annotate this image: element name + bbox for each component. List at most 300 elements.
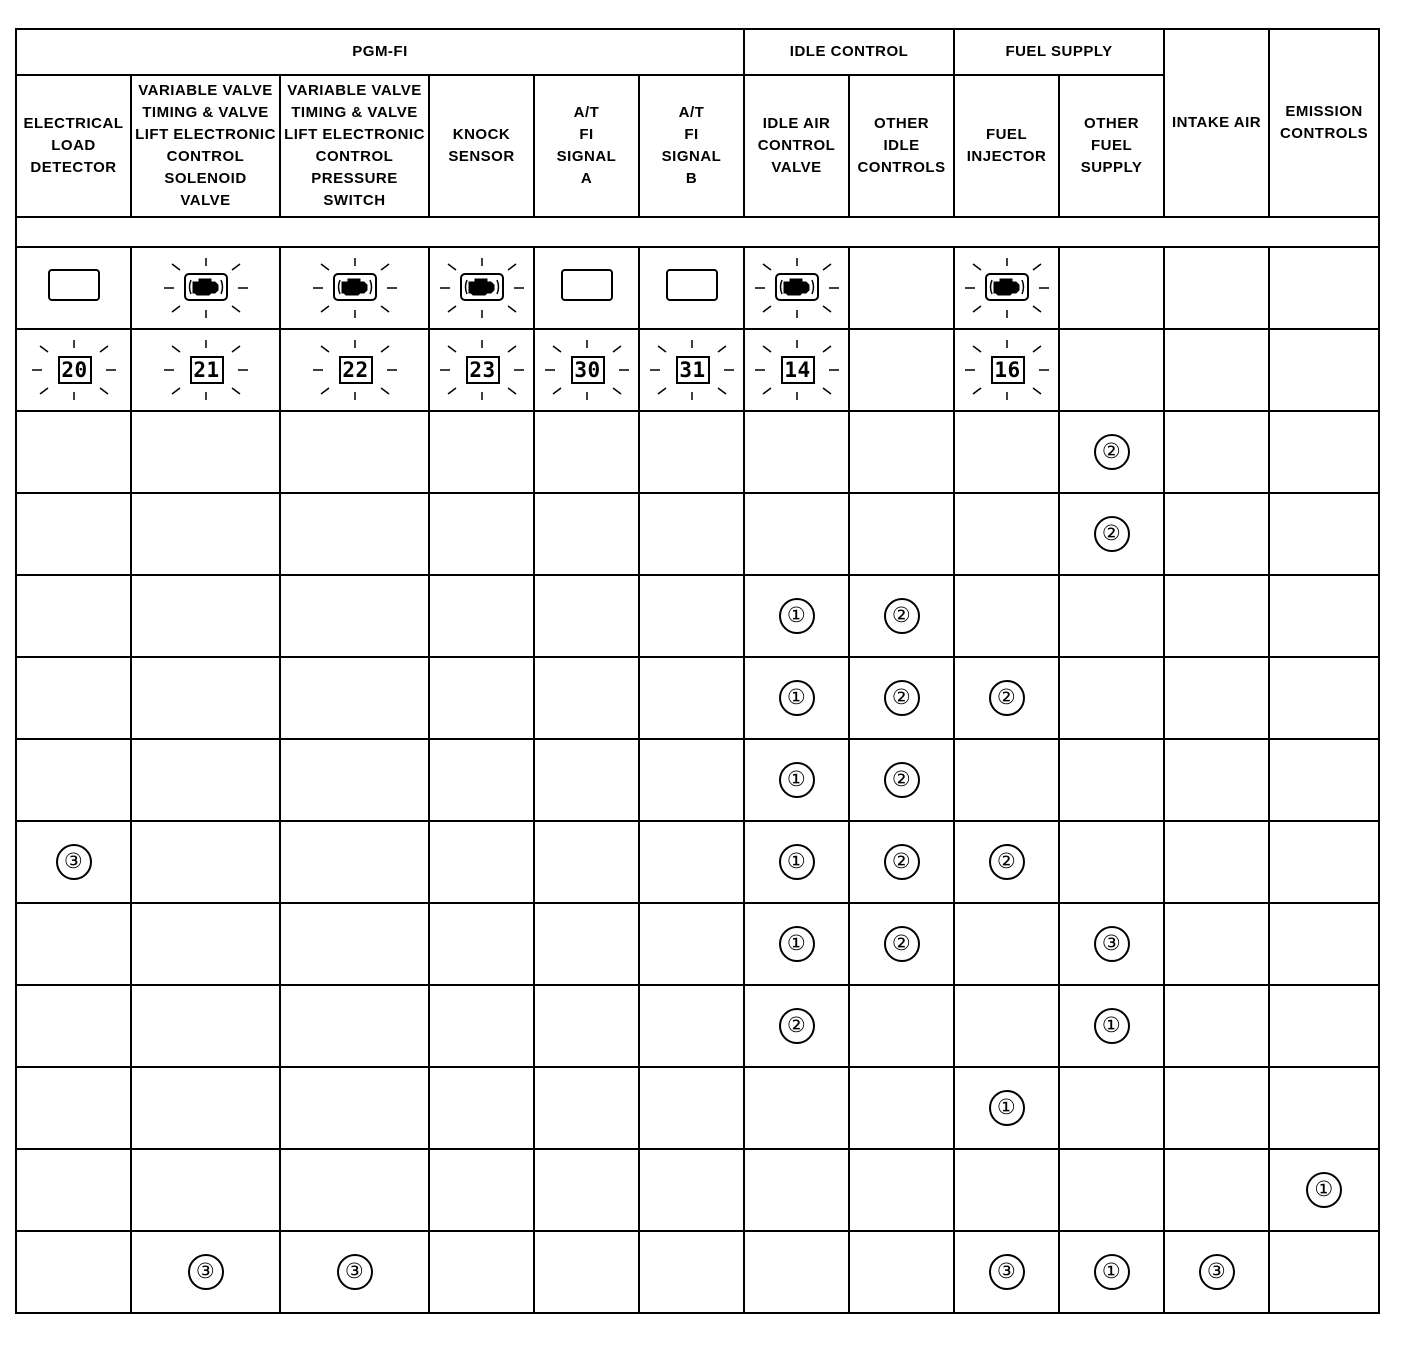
blink-ray: [381, 306, 389, 312]
table-cell: [1164, 821, 1269, 903]
blink-ray: [232, 388, 240, 394]
table-cell: [954, 1067, 1059, 1149]
table-cell: [429, 1067, 534, 1149]
table-cell: [131, 411, 280, 493]
table-cell: [849, 739, 954, 821]
blink-ray: [973, 264, 981, 270]
blinking-code-icon: [31, 338, 117, 402]
table-cell: [639, 1067, 744, 1149]
table-cell: [1269, 739, 1379, 821]
priority-marker: ③: [56, 844, 92, 880]
mil-off-icon: [561, 269, 613, 301]
mil-blinking-icon: [754, 256, 840, 320]
code-cell: [131, 329, 280, 411]
table-cell: [744, 575, 849, 657]
mil-blinking-icon: [312, 256, 398, 320]
priority-marker: ②: [989, 680, 1025, 716]
table-cell: [639, 411, 744, 493]
table-cell: [16, 985, 131, 1067]
priority-marker: ①: [1094, 1254, 1130, 1290]
mil-cell: [534, 247, 639, 329]
table-cell: [849, 657, 954, 739]
group-header-fuel-supply: FUEL SUPPLY: [954, 29, 1164, 75]
mil-cell: [429, 247, 534, 329]
column-header-at-fi-signal-b: [639, 75, 744, 217]
mil-cell: [1164, 247, 1269, 329]
table-cell: [744, 411, 849, 493]
mil-cell: [744, 247, 849, 329]
blink-ray: [448, 346, 456, 352]
mil-cell: [849, 247, 954, 329]
mil-blinking-icon: [439, 256, 525, 320]
blinking-code-icon: [544, 338, 630, 402]
priority-marker: ①: [779, 680, 815, 716]
table-cell: [744, 1067, 849, 1149]
table-cell: [429, 903, 534, 985]
code-cell: [280, 329, 429, 411]
table-cell: [954, 739, 1059, 821]
blink-ray: [718, 346, 726, 352]
table-row: [16, 493, 1379, 575]
table-cell: [1059, 493, 1164, 575]
blink-ray: [232, 346, 240, 352]
mil-cell: [131, 247, 280, 329]
mil-cell: [280, 247, 429, 329]
table-cell: [1269, 411, 1379, 493]
table-row: [16, 985, 1379, 1067]
blinking-code-icon: [649, 338, 735, 402]
column-header-at-fi-signal-a: [534, 75, 639, 217]
table-cell: [954, 903, 1059, 985]
table-cell: [131, 657, 280, 739]
table-cell: [1164, 1067, 1269, 1149]
table-cell: [639, 1231, 744, 1313]
blink-ray: [100, 346, 108, 352]
table-cell: [1164, 739, 1269, 821]
table-cell: [131, 1067, 280, 1149]
blink-ray: [658, 388, 666, 394]
priority-marker: ①: [779, 762, 815, 798]
engine-icon: [469, 279, 494, 295]
table-cell: [1269, 985, 1379, 1067]
blink-ray: [508, 306, 516, 312]
table-cell: [1269, 493, 1379, 575]
group-header-idle-control: IDLE CONTROL: [744, 29, 954, 75]
blink-ray: [1033, 264, 1041, 270]
blink-ray: [172, 264, 180, 270]
blink-ray: [381, 388, 389, 394]
engine-icon: [193, 279, 218, 295]
column-header-knock-sensor: [429, 75, 534, 217]
table-cell: [954, 411, 1059, 493]
blink-ray: [973, 306, 981, 312]
table-cell: [1059, 575, 1164, 657]
table-cell: [534, 575, 639, 657]
code-cell: [1269, 329, 1379, 411]
priority-marker: ①: [779, 844, 815, 880]
priority-marker: ③: [188, 1254, 224, 1290]
table-cell: [1164, 1149, 1269, 1231]
blink-ray: [448, 264, 456, 270]
table-cell: [639, 493, 744, 575]
blink-ray: [973, 388, 981, 394]
table-cell: [16, 739, 131, 821]
table-cell: [849, 985, 954, 1067]
table-cell: [16, 1231, 131, 1313]
table-cell: [954, 657, 1059, 739]
table-cell: [280, 821, 429, 903]
table-cell: [954, 1149, 1059, 1231]
table-cell: [639, 903, 744, 985]
table-cell: [744, 985, 849, 1067]
mil-blinking-icon: [163, 256, 249, 320]
table-cell: [849, 1067, 954, 1149]
priority-marker: ②: [884, 598, 920, 634]
table-cell: [280, 1231, 429, 1313]
mil-cell: [1059, 247, 1164, 329]
priority-marker: ②: [884, 844, 920, 880]
table-cell: [429, 985, 534, 1067]
table-cell: [429, 1149, 534, 1231]
table-cell: [280, 411, 429, 493]
table-cell: [954, 1231, 1059, 1313]
table-cell: [16, 1149, 131, 1231]
table-cell: [1164, 493, 1269, 575]
table-cell: [639, 657, 744, 739]
column-header-other-fuel-supply: [1059, 75, 1164, 217]
column-header-electrical-load-detector: [16, 75, 131, 217]
code-cell: [429, 329, 534, 411]
table-cell: [639, 739, 744, 821]
dtc-code: 14: [781, 356, 815, 384]
column-header-vtec-pressure-switch: [280, 75, 429, 217]
table-cell: [849, 493, 954, 575]
table-cell: [744, 821, 849, 903]
dtc-code: 20: [58, 356, 92, 384]
table-cell: [534, 1231, 639, 1313]
table-cell: [1059, 411, 1164, 493]
priority-marker: ②: [884, 762, 920, 798]
table-cell: [1164, 985, 1269, 1067]
mil-cell: [639, 247, 744, 329]
table-cell: [534, 1067, 639, 1149]
table-cell: [16, 411, 131, 493]
table-cell: [280, 739, 429, 821]
table-cell: [534, 493, 639, 575]
blink-ray: [1033, 306, 1041, 312]
blinking-code-icon: [439, 338, 525, 402]
table-cell: [1269, 575, 1379, 657]
blink-ray: [613, 388, 621, 394]
priority-marker: ②: [884, 926, 920, 962]
blink-ray: [553, 346, 561, 352]
table-row: [16, 821, 1379, 903]
table-cell: [954, 493, 1059, 575]
table-cell: [16, 575, 131, 657]
engine-icon: [784, 279, 809, 295]
table-cell: [280, 985, 429, 1067]
column-label: KNOCK SENSOR: [448, 126, 515, 165]
blink-ray: [448, 306, 456, 312]
blinking-code-icon: [312, 338, 398, 402]
table-row: [16, 657, 1379, 739]
table-cell: [744, 1149, 849, 1231]
blink-ray: [40, 346, 48, 352]
blink-ray: [321, 306, 329, 312]
table-cell: [1269, 821, 1379, 903]
priority-marker: ②: [884, 680, 920, 716]
code-cell: [16, 329, 131, 411]
table-cell: [744, 903, 849, 985]
blink-ray: [448, 388, 456, 394]
table-cell: [1059, 985, 1164, 1067]
table-cell: [849, 1149, 954, 1231]
mil-indicator-row: [16, 247, 1379, 329]
table-cell: [1164, 575, 1269, 657]
blink-ray: [321, 346, 329, 352]
priority-marker: ③: [337, 1254, 373, 1290]
table-cell: [954, 985, 1059, 1067]
table-cell: [280, 1149, 429, 1231]
column-label: VARIABLE VALVE TIMING & VALVE LIFT ELECTRONIC CONTROL SOLENOID VALVE: [135, 82, 276, 209]
table-row: [16, 1149, 1379, 1231]
blink-ray: [172, 388, 180, 394]
blink-ray: [172, 346, 180, 352]
blink-ray: [763, 264, 771, 270]
table-cell: [744, 1231, 849, 1313]
mil-cell: [954, 247, 1059, 329]
code-cell: [954, 329, 1059, 411]
mil-cell: [16, 247, 131, 329]
dtc-code-row: [16, 329, 1379, 411]
table-cell: [744, 493, 849, 575]
mil-blinking-graphic: [964, 256, 1050, 320]
column-label: FUEL INJECTOR: [966, 126, 1047, 165]
table-cell: [280, 903, 429, 985]
table-cell: [534, 985, 639, 1067]
blink-ray: [763, 346, 771, 352]
table-cell: [131, 821, 280, 903]
table-cell: [429, 411, 534, 493]
table-cell: [16, 903, 131, 985]
priority-marker: ①: [1306, 1172, 1342, 1208]
table-cell: [280, 493, 429, 575]
table-cell: [280, 575, 429, 657]
table-cell: [1059, 1067, 1164, 1149]
dtc-code: 30: [571, 356, 605, 384]
table-cell: [1164, 657, 1269, 739]
spacer-cell: [16, 217, 1379, 247]
blink-ray: [508, 388, 516, 394]
engine-icon: [342, 279, 367, 295]
code-cell: [1164, 329, 1269, 411]
blink-ray: [1033, 388, 1041, 394]
column-label: A/T FI SIGNAL A: [556, 104, 617, 187]
table-cell: [1269, 1149, 1379, 1231]
blink-ray: [718, 388, 726, 394]
blink-ray: [763, 306, 771, 312]
table-cell: [534, 657, 639, 739]
table-cell: [534, 821, 639, 903]
table-cell: [131, 739, 280, 821]
column-label: EMISSION CONTROLS: [1279, 103, 1369, 142]
table-cell: [131, 903, 280, 985]
blink-ray: [381, 346, 389, 352]
table-cell: [16, 493, 131, 575]
priority-marker: ①: [779, 926, 815, 962]
table-cell: [849, 821, 954, 903]
table-row: [16, 1231, 1379, 1313]
mil-blinking-graphic: [439, 256, 525, 320]
table-cell: [849, 575, 954, 657]
table-cell: [429, 739, 534, 821]
table-cell: [534, 739, 639, 821]
priority-marker: ①: [779, 598, 815, 634]
table-cell: [639, 985, 744, 1067]
blink-ray: [823, 346, 831, 352]
column-header-fuel-injector: [954, 75, 1059, 217]
dtc-code: 22: [339, 356, 373, 384]
blink-ray: [1033, 346, 1041, 352]
table-cell: [131, 1231, 280, 1313]
column-header-vtec-solenoid-valve: [131, 75, 280, 217]
dtc-code: 31: [676, 356, 710, 384]
table-cell: [639, 1149, 744, 1231]
blinking-code-icon: [964, 338, 1050, 402]
table-cell: [1164, 411, 1269, 493]
troubleshooting-table: [15, 28, 1380, 1314]
code-cell: [534, 329, 639, 411]
table-cell: [1269, 903, 1379, 985]
column-header-idle-air-control-valve: [744, 75, 849, 217]
table-cell: [429, 1231, 534, 1313]
priority-marker: ①: [1094, 1008, 1130, 1044]
column-header-emission-controls: [1269, 29, 1379, 217]
table-cell: [1164, 1231, 1269, 1313]
blink-ray: [232, 306, 240, 312]
engine-icon: [994, 279, 1019, 295]
column-header-other-idle-controls: [849, 75, 954, 217]
table-cell: [639, 575, 744, 657]
table-cell: [534, 1149, 639, 1231]
blink-ray: [508, 346, 516, 352]
table-cell: [744, 657, 849, 739]
blink-ray: [763, 388, 771, 394]
column-label: INTAKE AIR: [1171, 114, 1262, 131]
mil-blinking-graphic: [163, 256, 249, 320]
table-cell: [849, 1231, 954, 1313]
blink-ray: [508, 264, 516, 270]
group-header-pgm-fi: PGM-FI: [16, 29, 744, 75]
priority-marker: ②: [989, 844, 1025, 880]
blink-ray: [553, 388, 561, 394]
table-cell: [131, 575, 280, 657]
table-cell: [1059, 1231, 1164, 1313]
column-label: IDLE AIR CONTROL VALVE: [757, 115, 836, 176]
table-cell: [1269, 657, 1379, 739]
dtc-code: 23: [466, 356, 500, 384]
table-cell: [1059, 1149, 1164, 1231]
table-row: [16, 575, 1379, 657]
column-label: OTHER FUEL SUPPLY: [1080, 115, 1143, 176]
blinking-code-icon: [754, 338, 840, 402]
priority-marker: ②: [779, 1008, 815, 1044]
blinking-code-icon: [163, 338, 249, 402]
mil-blinking-graphic: [754, 256, 840, 320]
column-label: OTHER IDLE CONTROLS: [857, 115, 946, 176]
mil-blinking-icon: [964, 256, 1050, 320]
priority-marker: ①: [989, 1090, 1025, 1126]
priority-marker: ②: [1094, 516, 1130, 552]
column-label: ELECTRICAL LOAD DETECTOR: [23, 115, 124, 176]
table-cell: [280, 657, 429, 739]
priority-marker: ③: [1094, 926, 1130, 962]
table-cell: [16, 821, 131, 903]
table-row: [16, 739, 1379, 821]
table-cell: [429, 493, 534, 575]
table-cell: [534, 903, 639, 985]
table-cell: [131, 1149, 280, 1231]
blink-ray: [823, 306, 831, 312]
code-cell: [744, 329, 849, 411]
table-cell: [639, 821, 744, 903]
table-cell: [849, 411, 954, 493]
spacer-row: [16, 217, 1379, 247]
table-cell: [1164, 903, 1269, 985]
table-cell: [131, 985, 280, 1067]
blink-ray: [823, 388, 831, 394]
priority-marker: ②: [1094, 434, 1130, 470]
blink-ray: [40, 388, 48, 394]
blink-ray: [321, 264, 329, 270]
table-cell: [16, 1067, 131, 1149]
dtc-code: 21: [190, 356, 224, 384]
blink-ray: [100, 388, 108, 394]
table-cell: [954, 821, 1059, 903]
blink-ray: [973, 346, 981, 352]
table-cell: [954, 575, 1059, 657]
code-cell: [1059, 329, 1164, 411]
table-cell: [744, 739, 849, 821]
table-cell: [1059, 903, 1164, 985]
code-cell: [849, 329, 954, 411]
mil-off-icon: [666, 269, 718, 301]
blink-ray: [172, 306, 180, 312]
mil-cell: [1269, 247, 1379, 329]
table-row: [16, 1067, 1379, 1149]
column-header-intake-air: [1164, 29, 1269, 217]
table-cell: [1269, 1067, 1379, 1149]
blink-ray: [321, 388, 329, 394]
table-cell: [1269, 1231, 1379, 1313]
table-cell: [849, 903, 954, 985]
table-cell: [1059, 821, 1164, 903]
table-cell: [280, 1067, 429, 1149]
table-cell: [131, 493, 280, 575]
column-label: A/T FI SIGNAL B: [661, 104, 722, 187]
table-cell: [429, 657, 534, 739]
column-label: VARIABLE VALVE TIMING & VALVE LIFT ELECTRONIC CONTROL PRESSURE SWITCH: [284, 82, 425, 209]
blink-ray: [381, 264, 389, 270]
table-cell: [429, 575, 534, 657]
table-cell: [16, 657, 131, 739]
dtc-code: 16: [991, 356, 1025, 384]
table-cell: [429, 821, 534, 903]
table-cell: [534, 411, 639, 493]
mil-blinking-graphic: [312, 256, 398, 320]
table-cell: [1059, 657, 1164, 739]
blink-ray: [613, 346, 621, 352]
